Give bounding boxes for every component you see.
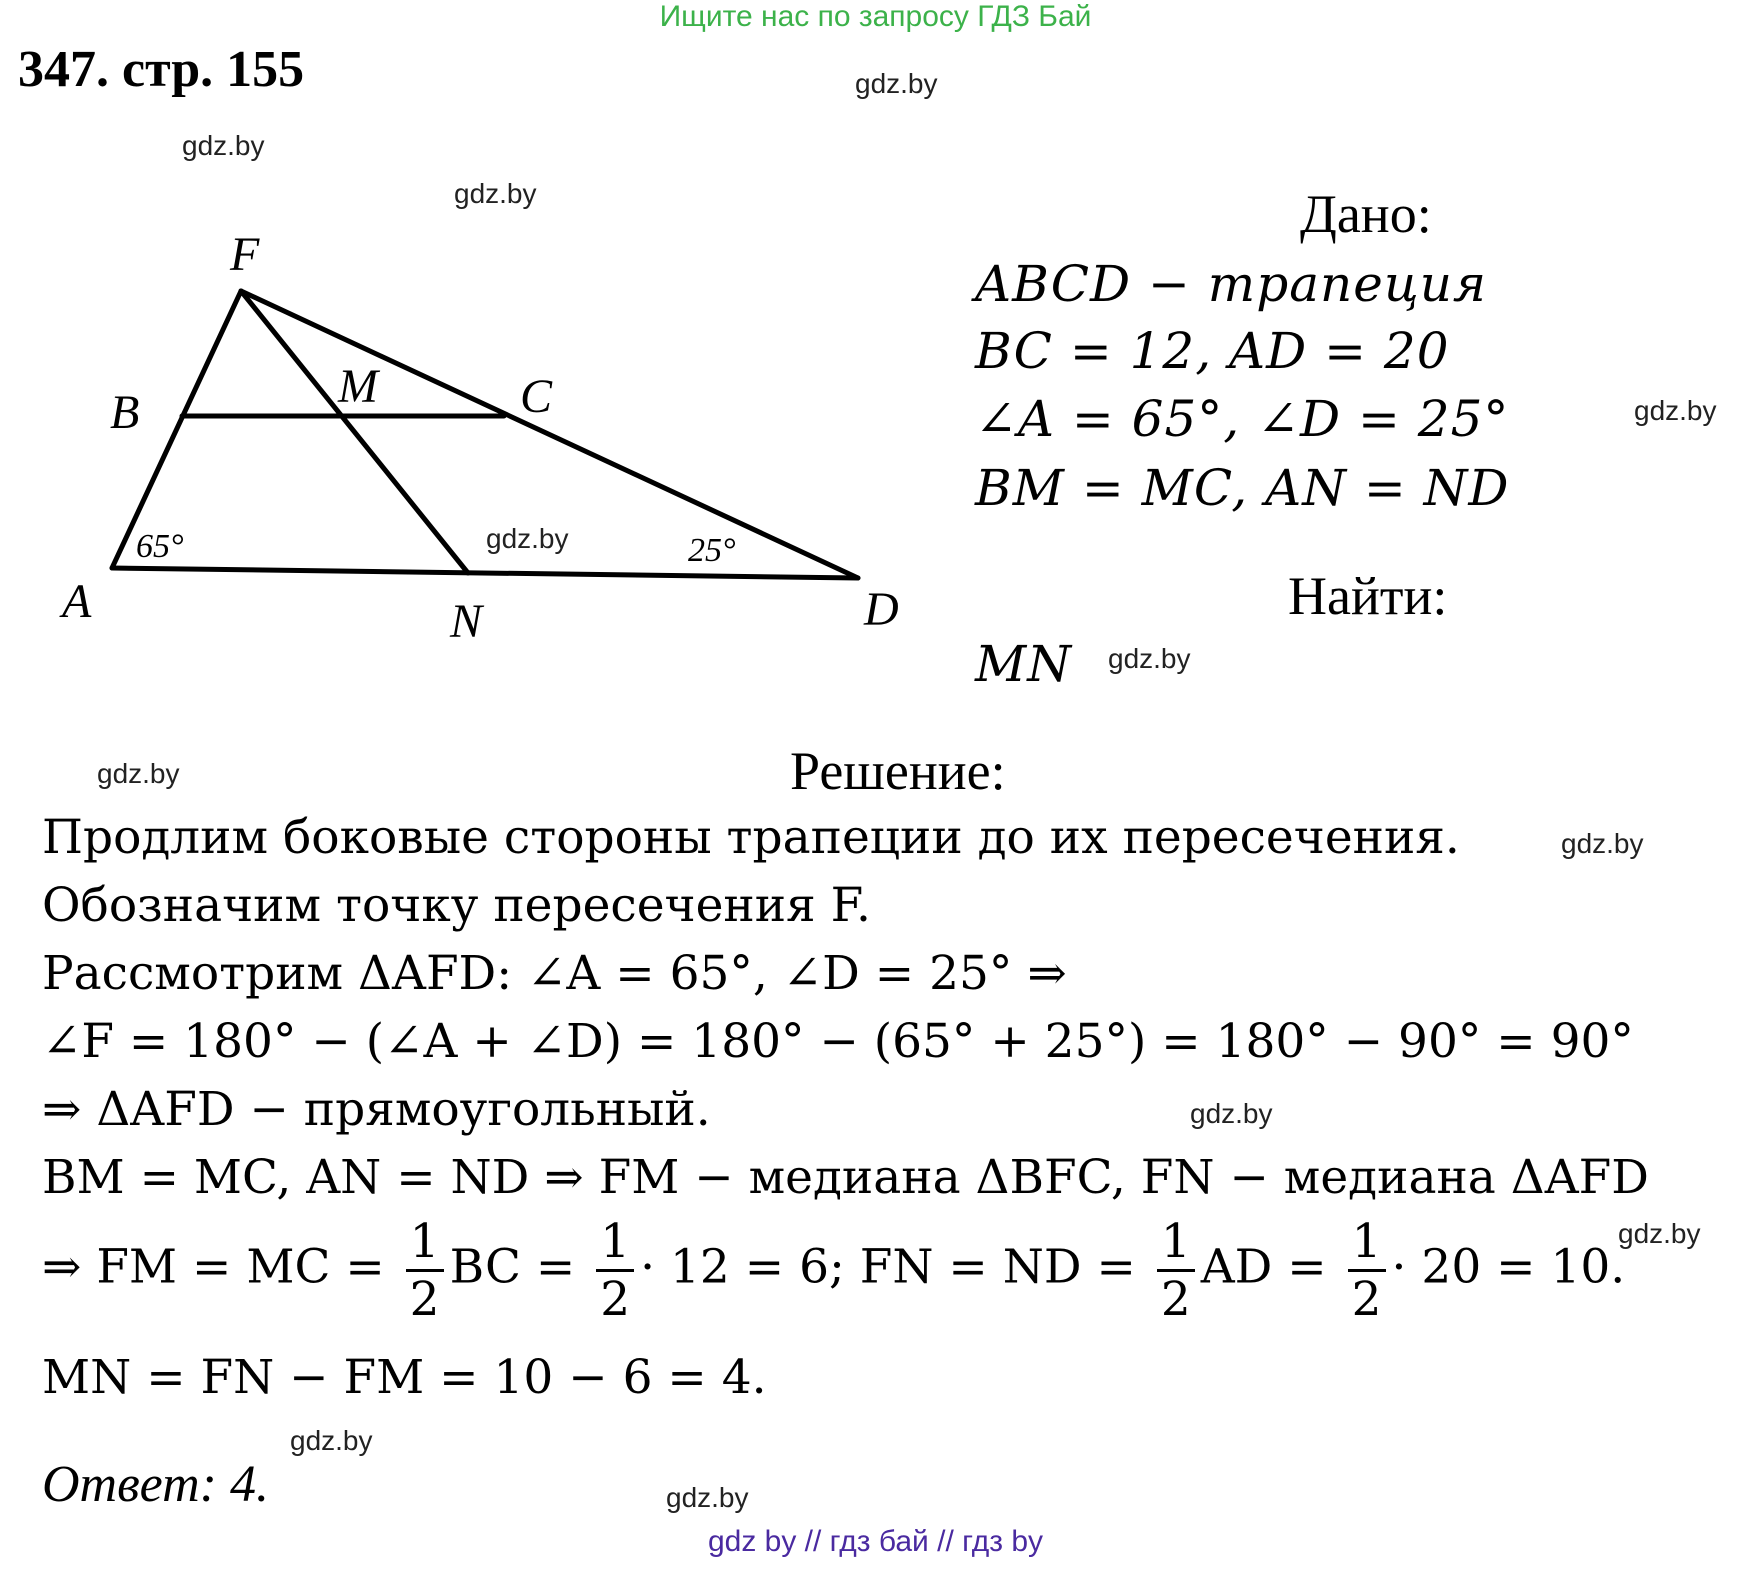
watermark: gdz.by xyxy=(454,178,537,209)
watermark: gdz.by xyxy=(1618,1218,1701,1249)
watermark: gdz.by xyxy=(182,130,265,161)
median-fn xyxy=(241,291,468,573)
answer: Ответ: 4. xyxy=(42,1456,269,1513)
fraction-text: · 12 = 6; FN = ND = xyxy=(640,1239,1151,1295)
side-fd xyxy=(241,291,858,578)
given-line: ABCD − трапеция xyxy=(975,255,1488,313)
fraction-text: BC = xyxy=(449,1239,591,1295)
solution-line: ∠F = 180° − (∠A + ∠D) = 180° − (65° + 25°) = 180° − 90° = 90° xyxy=(42,1014,1634,1069)
angle-d-label: 25° xyxy=(688,532,736,569)
watermark: gdz.by xyxy=(486,523,569,554)
solution-fraction-line xyxy=(42,1214,1626,1327)
solution-heading: Решение: xyxy=(790,741,1006,801)
top-banner: Ищите нас по запросу ГДЗ Бай xyxy=(659,0,1092,33)
watermark: gdz.by xyxy=(855,68,938,99)
given-heading: Дано: xyxy=(1300,184,1432,244)
solution-line: ⇒ ΔAFD − прямоугольный. xyxy=(42,1082,711,1137)
problem-title: 347. стр. 155 xyxy=(18,41,305,98)
watermark: gdz.by xyxy=(97,758,180,789)
given-line: ∠A = 65°, ∠D = 25° xyxy=(975,390,1510,448)
vertex-label-f: F xyxy=(230,228,260,281)
vertex-label-b: B xyxy=(110,386,140,439)
base-ad xyxy=(112,568,858,578)
point-label-n: N xyxy=(450,595,483,648)
fraction-text: AD = xyxy=(1200,1239,1342,1295)
trapezoid-figure xyxy=(0,0,920,680)
solution-line: Продлим боковые стороны трапеции до их пересечения. xyxy=(42,810,1460,865)
point-label-m: M xyxy=(338,360,378,413)
fraction-half: $\frac{1}{2}$ xyxy=(406,1218,444,1323)
find-value: MN xyxy=(975,635,1072,693)
fraction-text: · 20 = 10. xyxy=(1391,1239,1626,1295)
watermark: gdz.by xyxy=(1108,643,1191,674)
footer-links: gdz by // гдз бай // гдз by xyxy=(707,1525,1044,1558)
watermark: gdz.by xyxy=(1634,395,1717,426)
given-line: BM = MC, AN = ND xyxy=(975,459,1510,517)
fraction-half: $\frac{1}{2}$ xyxy=(596,1218,634,1323)
fraction-half: $\frac{1}{2}$ xyxy=(1348,1218,1386,1323)
given-line: BC = 12, AD = 20 xyxy=(975,322,1450,380)
vertex-label-d: D xyxy=(864,583,899,636)
solution-result-line: MN = FN − FM = 10 − 6 = 4. xyxy=(42,1350,767,1405)
vertex-label-c: C xyxy=(520,370,553,423)
watermark: gdz.by xyxy=(666,1482,749,1513)
watermark: gdz.by xyxy=(1561,828,1644,859)
watermark: gdz.by xyxy=(1190,1098,1273,1129)
vertex-label-a: A xyxy=(62,575,92,628)
find-heading: Найти: xyxy=(1288,566,1448,626)
fraction-text: ⇒ FM = MC = xyxy=(42,1239,400,1295)
solution-line: BM = MC, AN = ND ⇒ FM − медиана ΔBFC, FN − медиана ΔAFD xyxy=(42,1150,1649,1205)
angle-a-label: 65° xyxy=(136,528,184,565)
fraction-half: $\frac{1}{2}$ xyxy=(1157,1218,1195,1323)
solution-line: Рассмотрим ΔAFD: ∠A = 65°, ∠D = 25° ⇒ xyxy=(42,946,1067,1001)
watermark: gdz.by xyxy=(290,1425,373,1456)
solution-line: Обозначим точку пересечения F. xyxy=(42,878,871,933)
